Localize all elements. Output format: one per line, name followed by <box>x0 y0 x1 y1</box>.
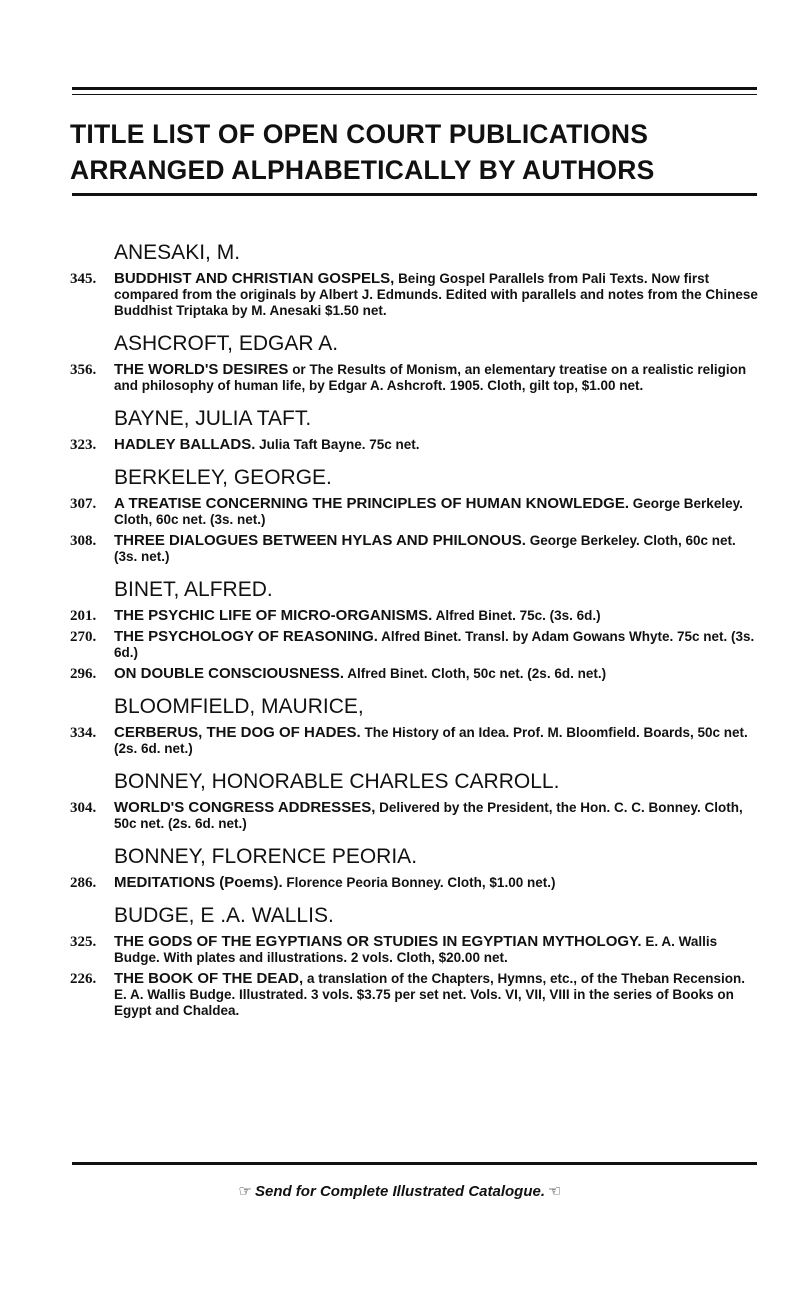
entry-body <box>114 629 760 661</box>
entry-title: THREE DIALOGUES BETWEEN HYLAS AND PHILONOUS. <box>114 532 526 549</box>
author-heading: BONNEY, FLORENCE PEORIA. <box>114 845 418 868</box>
entry-description: a translation of the Chapters, Hymns, etc., of the Theban Recension. E. A. Wallis Budge. Illustrated. 3 vols. $3.75 per set net. Vols. VI, VII, VIII in the series of Books on Egypt and Chaldea. <box>114 971 746 1018</box>
author-heading: BUDGE, E .A. WALLIS. <box>114 904 334 927</box>
entry-title: THE WORLD'S DESIRES <box>114 361 289 378</box>
entry-description: The History of an Idea. Prof. M. Bloomfield. Boards, 50c net. (2s. 6d. net.) <box>114 725 748 756</box>
author-heading: BLOOMFIELD, MAURICE, <box>114 695 364 718</box>
entry-body <box>114 800 760 832</box>
entry-body <box>114 971 760 1019</box>
page-title <box>70 116 760 188</box>
entry-number: 334. <box>70 725 97 741</box>
publication-entry <box>70 608 760 624</box>
entry-description: Florence Peoria Bonney. Cloth, $1.00 net.) <box>286 875 556 890</box>
footer-rule <box>72 1162 757 1165</box>
entry-description: George Berkeley. Cloth, 60c net. (3s. net.) <box>114 533 736 564</box>
entry-number: 286. <box>70 875 97 891</box>
publication-entry <box>70 271 760 319</box>
entry-body <box>114 437 760 453</box>
entry-number: 323. <box>70 437 97 453</box>
publication-entry <box>70 934 760 966</box>
entry-body <box>114 271 760 319</box>
entry-body <box>114 608 760 624</box>
top-thick-rule <box>72 87 757 90</box>
entry-number: 270. <box>70 629 97 645</box>
author-heading: BINET, ALFRED. <box>114 578 273 601</box>
entry-number: 308. <box>70 533 97 549</box>
publication-entry <box>70 971 760 1019</box>
publication-entry <box>70 533 760 565</box>
entry-description: or The Results of Monism, an elementary treatise on a realistic religion and philosophy of human life, by Edgar A. Ashcroft. 1905. Cloth, gilt top, $1.00 net. <box>114 362 747 393</box>
entry-title: MEDITATIONS (Poems). <box>114 874 283 891</box>
entry-description: George Berkeley. Cloth, 60c net. (3s. net.) <box>114 496 743 527</box>
entry-number: 304. <box>70 800 97 816</box>
entry-description: Being Gospel Parallels from Pali Texts. Now first compared from the originals by Albert J. Edmunds. Edited with parallels and notes from the Chinese Buddhist Triptaka by M. Anesaki $1.50 net. <box>114 271 758 318</box>
entry-body <box>114 875 760 891</box>
entry-body <box>114 725 760 757</box>
entry-body <box>114 362 760 394</box>
entry-title: BUDDHIST AND CHRISTIAN GOSPELS, <box>114 270 395 287</box>
entry-description: Delivered by the President, the Hon. C. C. Bonney. Cloth, 50c net. (2s. 6d. net.) <box>114 800 743 831</box>
entry-description: Alfred Binet. Transl. by Adam Gowans Whyte. 75c net. (3s. 6d.) <box>114 629 755 660</box>
entry-title: WORLD'S CONGRESS ADDRESSES, <box>114 799 376 816</box>
entry-number: 226. <box>70 971 97 987</box>
publication-entry <box>70 800 760 832</box>
entry-number: 356. <box>70 362 97 378</box>
author-heading: ASHCROFT, EDGAR A. <box>114 332 339 355</box>
publication-entry <box>70 496 760 528</box>
pointing-hand-right-icon: ☞ <box>238 1183 252 1200</box>
publication-entry <box>70 629 760 661</box>
entry-title: THE PSYCHOLOGY OF REASONING. <box>114 628 378 645</box>
author-heading: BERKELEY, GEORGE. <box>114 466 332 489</box>
entry-body <box>114 496 760 528</box>
entry-description: Alfred Binet. 75c. (3s. 6d.) <box>435 608 601 623</box>
footer-text: Send for Complete Illustrated Catalogue. <box>254 1183 546 1200</box>
entry-number: 296. <box>70 666 97 682</box>
footer-note <box>0 1182 800 1200</box>
entry-title: THE BOOK OF THE DEAD, <box>114 970 304 987</box>
publication-list <box>70 242 760 1024</box>
entry-title: THE PSYCHIC LIFE OF MICRO-ORGANISMS. <box>114 607 433 624</box>
entry-description: E. A. Wallis Budge. With plates and illustrations. 2 vols. Cloth, $20.00 net. <box>114 934 718 965</box>
pointing-hand-left-icon: ☜ <box>548 1183 562 1200</box>
publication-entry <box>70 725 760 757</box>
publication-entry <box>70 666 760 682</box>
author-heading: BAYNE, JULIA TAFT. <box>114 407 312 430</box>
title-line-2: ARRANGED ALPHABETICALLY BY AUTHORS <box>70 155 655 185</box>
entry-body <box>114 934 760 966</box>
entry-title: ON DOUBLE CONSCIOUSNESS. <box>114 665 345 682</box>
entry-body <box>114 666 760 682</box>
top-thin-rule <box>72 94 757 95</box>
entry-number: 201. <box>70 608 97 624</box>
entry-number: 325. <box>70 934 97 950</box>
publication-entry <box>70 437 760 453</box>
entry-number: 345. <box>70 271 97 287</box>
heading-rule <box>72 193 757 196</box>
entry-title: HADLEY BALLADS. <box>114 436 256 453</box>
entry-title: THE GODS OF THE EGYPTIANS OR STUDIES IN EGYPTIAN MYTHOLOGY. <box>114 933 642 950</box>
author-heading: BONNEY, HONORABLE CHARLES CARROLL. <box>114 770 560 793</box>
entry-title: A TREATISE CONCERNING THE PRINCIPLES OF HUMAN KNOWLEDGE. <box>114 495 630 512</box>
entry-description: Julia Taft Bayne. 75c net. <box>259 437 420 452</box>
publication-entry <box>70 875 760 891</box>
entry-title: CERBERUS, THE DOG OF HADES. <box>114 724 361 741</box>
entry-number: 307. <box>70 496 97 512</box>
entry-body <box>114 533 760 565</box>
author-heading: ANESAKI, M. <box>114 241 241 264</box>
entry-description: Alfred Binet. Cloth, 50c net. (2s. 6d. net.) <box>347 666 607 681</box>
publication-entry <box>70 362 760 394</box>
title-line-1: TITLE LIST OF OPEN COURT PUBLICATIONS <box>70 119 649 149</box>
